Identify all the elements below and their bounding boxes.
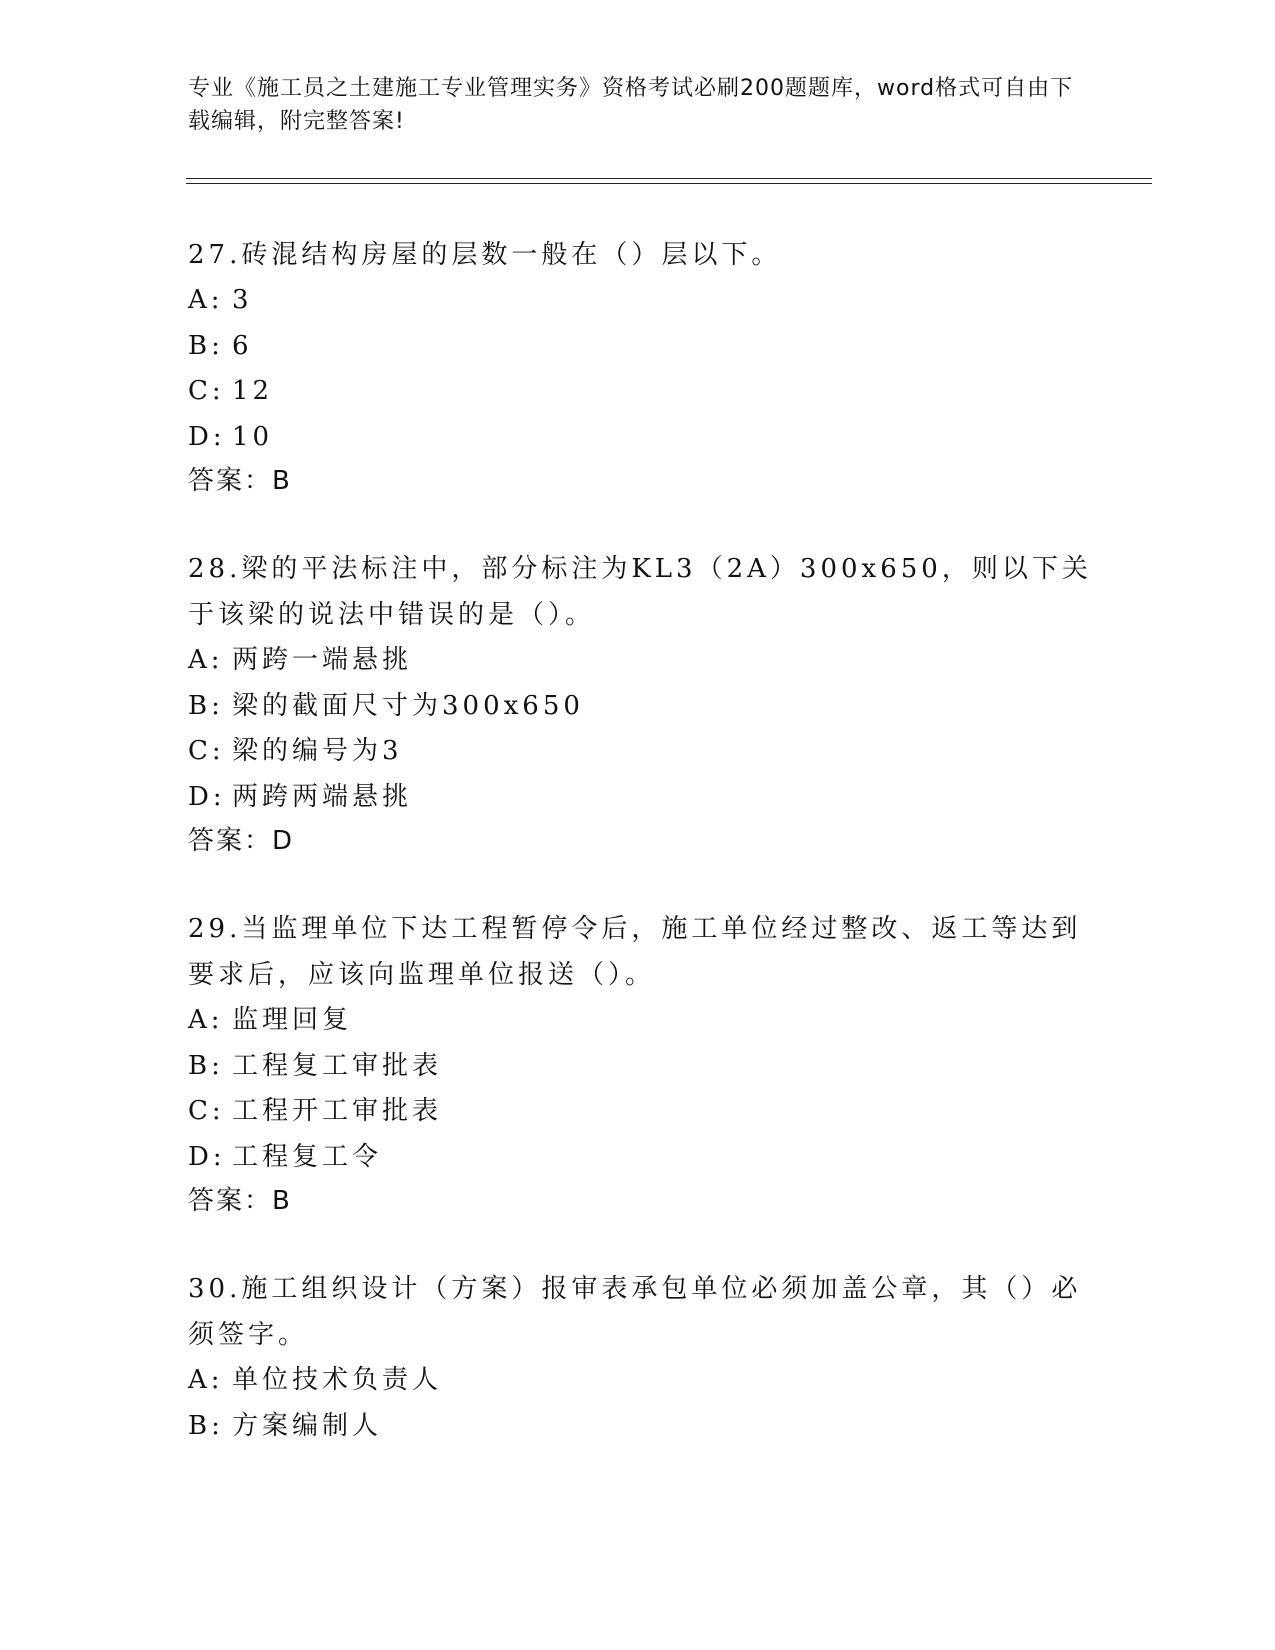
option-letter: C: — [188, 376, 225, 406]
question-list — [188, 232, 1098, 1493]
option-text: 两跨一端悬挑 — [232, 645, 413, 675]
option-text: 梁的编号为3 — [232, 736, 403, 766]
option-letter: A: — [188, 645, 224, 675]
option-letter: A: — [188, 1365, 224, 1395]
option-letter: A: — [188, 1005, 224, 1035]
option-letter: B: — [188, 1050, 224, 1081]
question-stem: 27.砖混结构房屋的层数一般在（）层以下。 — [188, 240, 782, 270]
option-text: 两跨两端悬挑 — [232, 781, 413, 812]
option-b — [188, 1404, 1098, 1450]
option-letter: D: — [188, 781, 226, 812]
option-b — [188, 1044, 1098, 1090]
option-letter: B: — [188, 330, 224, 361]
option-letter: B: — [188, 1410, 224, 1441]
option-text: 10 — [232, 421, 274, 452]
option-text: 3 — [232, 285, 253, 315]
option-text: 监理回复 — [232, 1005, 353, 1035]
question-stem: 30.施工组织设计（方案）报审表承包单位必须加盖公章，其（）必须签字。 — [188, 1274, 1082, 1350]
option-text: 6 — [232, 330, 253, 361]
option-a — [188, 1358, 1098, 1404]
option-c — [188, 1089, 1098, 1135]
option-text: 方案编制人 — [232, 1410, 383, 1441]
answer-label: 答案：D — [188, 826, 295, 856]
answer-label: 答案：B — [188, 466, 292, 496]
option-text: 工程开工审批表 — [232, 1096, 443, 1126]
question-29 — [188, 906, 1098, 1222]
option-c — [188, 369, 1098, 415]
question-stem: 28.梁的平法标注中，部分标注为KL3（2A）300x650，则以下关于该梁的说法中错误的是（）。 — [188, 554, 1092, 630]
option-letter: A: — [188, 285, 224, 315]
option-a — [188, 278, 1098, 324]
option-letter: D: — [188, 1141, 226, 1172]
option-a — [188, 998, 1098, 1044]
option-text: 工程复工审批表 — [232, 1050, 443, 1081]
question-stem: 29.当监理单位下达工程暂停令后，施工单位经过整改、返工等达到要求后，应该向监理单位报送（）。 — [188, 914, 1082, 990]
option-b — [188, 684, 1098, 730]
option-letter: B: — [188, 690, 224, 721]
answer-label: 答案：B — [188, 1186, 292, 1216]
option-text: 工程复工令 — [232, 1141, 383, 1172]
document-header: 专业《施工员之土建施工专业管理实务》资格考试必刷200题题库，word格式可自由下载编辑，附完整答案! — [188, 76, 1074, 134]
option-a — [188, 638, 1098, 684]
option-text: 12 — [232, 376, 274, 406]
option-d — [188, 1135, 1098, 1181]
option-d — [188, 775, 1098, 821]
option-b — [188, 324, 1098, 370]
option-text: 梁的截面尺寸为300x650 — [232, 690, 584, 721]
header-divider — [186, 178, 1152, 184]
question-30 — [188, 1266, 1098, 1449]
option-c — [188, 729, 1098, 775]
option-letter: D: — [188, 421, 226, 452]
option-text: 单位技术负责人 — [232, 1365, 443, 1395]
question-28 — [188, 546, 1098, 862]
option-letter: C: — [188, 736, 225, 766]
question-27 — [188, 232, 1098, 502]
option-letter: C: — [188, 1096, 225, 1126]
option-d — [188, 415, 1098, 461]
